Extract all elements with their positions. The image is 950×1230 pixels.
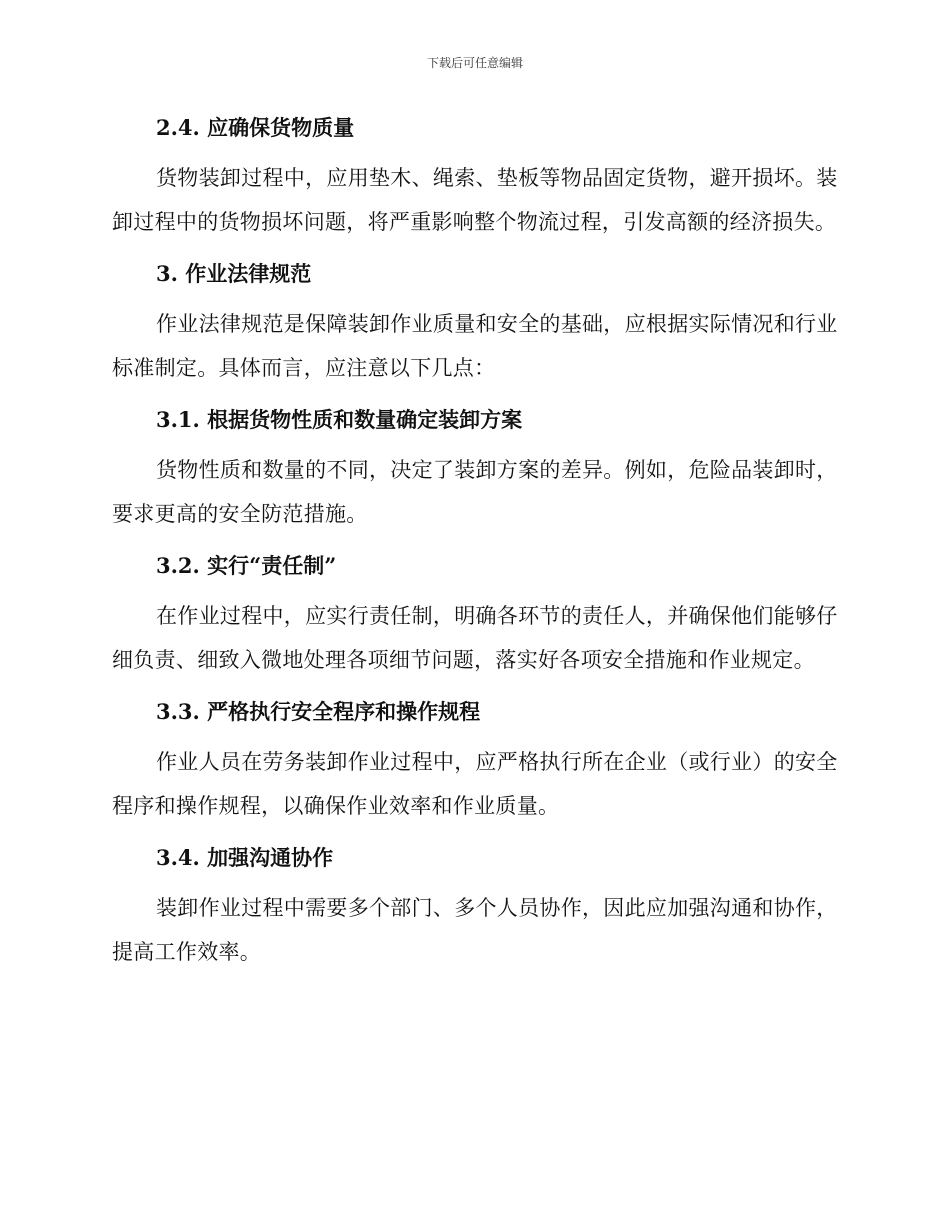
section-paragraph: 在作业过程中，应实行责任制，明确各环节的责任人，并确保他们能够仔细负责、细致入微地处理各项细节问题，落实好各项安全措施和作业规定。: [112, 604, 838, 672]
header-note: 下载后可任意编辑: [426, 56, 523, 70]
section-2-4: [112, 108, 838, 254]
section-heading: 3.2. 实行“责任制”: [156, 553, 337, 578]
section-3-4: [112, 838, 838, 974]
section-heading: 2.4. 应确保货物质量: [156, 115, 355, 140]
section-3: [112, 254, 838, 400]
section-3-1: [112, 400, 838, 546]
section-paragraph: 作业人员在劳务装卸作业过程中，应严格执行所在企业（或行业）的安全程序和操作规程，以确保作业效率和作业质量。: [112, 750, 838, 818]
document-body: [112, 108, 838, 974]
section-heading: 3.3. 严格执行安全程序和操作规程: [156, 699, 481, 724]
section-heading: 3. 作业法律规范: [156, 261, 312, 286]
section-paragraph: 装卸作业过程中需要多个部门、多个人员协作，因此应加强沟通和协作，提高工作效率。: [112, 896, 838, 964]
section-paragraph: 作业法律规范是保障装卸作业质量和安全的基础，应根据实际情况和行业标准制定。具体而言，应注意以下几点：: [112, 312, 838, 380]
section-3-2: [112, 546, 838, 692]
section-paragraph: 货物性质和数量的不同，决定了装卸方案的差异。例如，危险品装卸时，要求更高的安全防范措施。: [112, 458, 838, 526]
section-3-3: [112, 692, 838, 838]
section-paragraph: 货物装卸过程中，应用垫木、绳索、垫板等物品固定货物，避开损坏。装卸过程中的货物损坏问题，将严重影响整个物流过程，引发高额的经济损失。: [112, 166, 838, 234]
section-heading: 3.4. 加强沟通协作: [156, 845, 334, 870]
section-heading: 3.1. 根据货物性质和数量确定装卸方案: [156, 407, 523, 432]
